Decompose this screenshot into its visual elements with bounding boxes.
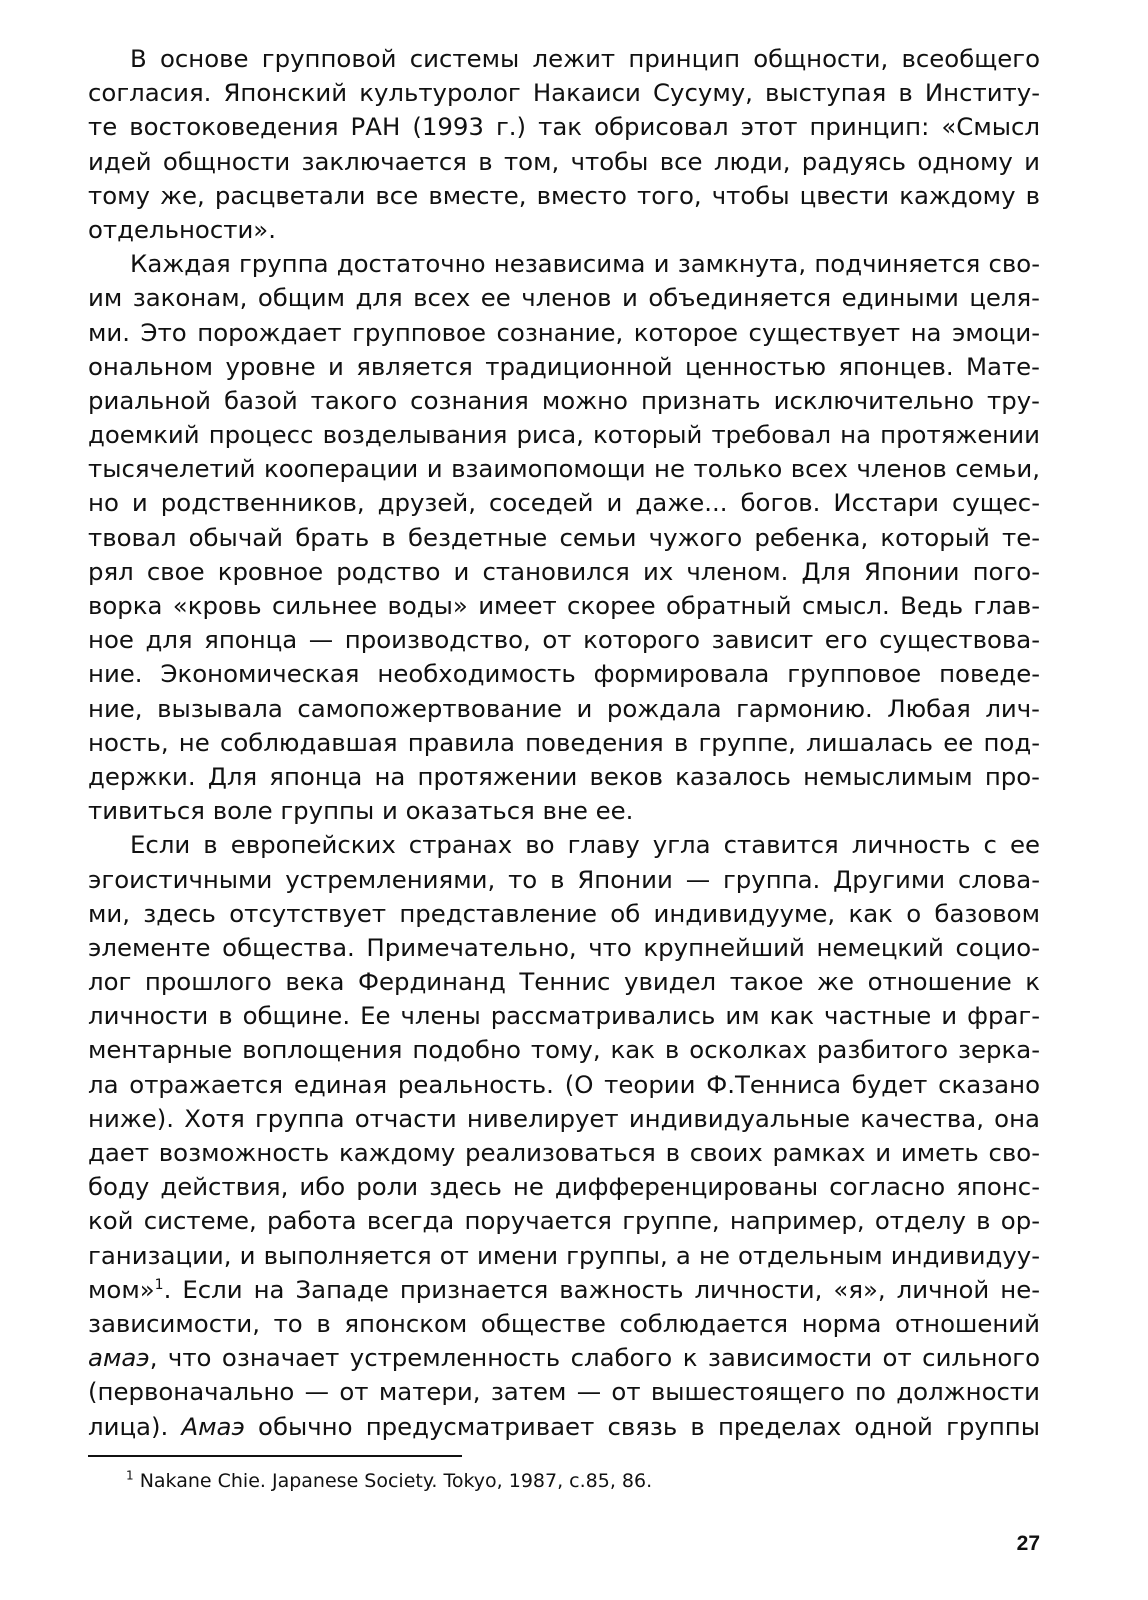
text-line: (первоначально — от матери, затем — от вышестоящего по должности	[88, 1377, 1040, 1407]
text-line: ворка «кровь сильнее воды» имеет скорее обратный смысл. Ведь глав-	[88, 591, 1040, 620]
text-line	[88, 1410, 1040, 1444]
text-line: ментарные воплощения подобно тому, как в осколках разбитого зерка-	[88, 1035, 1040, 1065]
text-line: ональном уровне и является традиционной ценностью японцев. Мате-	[88, 351, 1040, 381]
text-fragment: , что означает устремленность слабого к зависимости от сильного	[149, 1343, 1040, 1373]
footnote-text: Nakane Chie. Japanese Society. Tokyo, 1987, с.85, 86.	[139, 1470, 653, 1492]
text-line: идей общности заключается в том, чтобы все люди, радуясь одному и	[88, 146, 1040, 176]
text-line	[88, 1341, 1040, 1375]
text-line: ми, здесь отсутствует представление об индивидууме, как о базовом	[88, 898, 1040, 928]
footnote	[126, 1468, 652, 1494]
paragraph-1	[88, 42, 1040, 247]
text-line: ла отражается единая реальность. (О теории Ф.Тенниса будет сказано	[88, 1069, 1040, 1099]
text-line: зависимости, то в японском обществе соблюдается норма отношений	[88, 1308, 1040, 1338]
text-line: ние, вызывала самопожертвование и рождала гармонию. Любая лич-	[88, 693, 1040, 723]
text-line: рял свое кровное родство и становился их членом. Для Японии пого-	[88, 556, 1040, 586]
italic-term: Амаэ	[181, 1411, 245, 1441]
footnote-reference: 1	[154, 1276, 164, 1293]
text-fragment: мом»	[88, 1274, 155, 1304]
text-line: личности в общине. Ее члены рассматривались им как частные и фраг-	[88, 1001, 1040, 1031]
text-line: лог прошлого века Фердинанд Теннис увидел такое же отношение к	[88, 967, 1040, 997]
text-line: тому же, расцветали все вместе, вместо того, чтобы цвести каждому в	[88, 180, 1040, 210]
text-line: но и родственников, друзей, соседей и даже... богов. Исстари сущес-	[88, 488, 1040, 518]
page-number: 27	[1016, 1532, 1040, 1555]
page-body	[88, 42, 1040, 1444]
footnote-divider	[88, 1455, 462, 1457]
text-fragment: обычно предусматривает связь в пределах одной группы	[258, 1411, 1040, 1441]
text-line: В основе групповой системы лежит принцип общности, всеобщего	[130, 44, 1040, 73]
paragraph-3	[88, 828, 1040, 1443]
text-line: Если в европейских странах во главу угла ставится личность с ее	[130, 830, 1040, 860]
text-line: эгоистичными устремлениями, то в Японии — группа. Другими слова-	[88, 864, 1040, 894]
text-line: держки. Для японца на протяжении веков казалось немыслимым про-	[88, 761, 1040, 791]
text-line: им законам, общим для всех ее членов и объединяется едиными целя-	[88, 283, 1040, 313]
text-line: тивиться воле группы и оказаться вне ее.	[88, 796, 634, 826]
text-line: ность, не соблюдавшая правила поведения в группе, лишалась ее под-	[88, 727, 1040, 757]
text-line: ниже). Хотя группа отчасти нивелирует индивидуальные качества, она	[88, 1103, 1040, 1133]
text-fragment: . Если на Западе признается важность личности, «я», личной не-	[163, 1274, 1040, 1304]
text-line: отдельности».	[88, 214, 276, 244]
text-line: те востоковедения РАН (1993 г.) так обрисовал этот принцип: «Смысл	[88, 112, 1040, 142]
text-line: ганизации, и выполняется от имени группы, а не отдельным индивидуу-	[88, 1240, 1040, 1270]
footnote-marker: 1	[126, 1468, 134, 1483]
text-line: риальной базой такого сознания можно признать исключительно тру-	[88, 385, 1040, 415]
text-fragment: лица).	[88, 1411, 169, 1441]
text-line: ние. Экономическая необходимость формировала групповое поведе-	[88, 659, 1040, 689]
text-line: доемкий процесс возделывания риса, который требовал на протяжении	[88, 420, 1040, 450]
text-line: согласия. Японский культуролог Накаиси Сусуму, выступая в Институ-	[88, 78, 1040, 108]
italic-term: амаэ	[88, 1343, 150, 1373]
text-line: ми. Это порождает групповое сознание, которое существует на эмоци-	[88, 317, 1040, 347]
text-line: дает возможность каждому реализоваться в своих рамках и иметь сво-	[88, 1138, 1040, 1167]
text-line: тысячелетий кооперации и взаимопомощи не только всех членов семьи,	[88, 454, 1040, 484]
paragraph-2	[88, 247, 1040, 828]
text-line: ное для японца — производство, от которого зависит его существова-	[88, 625, 1040, 655]
text-line: элементе общества. Примечательно, что крупнейший немецкий социо-	[88, 932, 1040, 962]
text-line: твовал обычай брать в бездетные семьи чужого ребенка, который те-	[88, 522, 1040, 552]
text-line	[88, 1273, 1040, 1307]
text-line: Каждая группа достаточно независима и замкнута, подчиняется сво-	[130, 249, 1040, 279]
text-line: кой системе, работа всегда поручается группе, например, отделу в ор-	[88, 1206, 1040, 1236]
text-line: боду действия, ибо роли здесь не дифференцированы согласно японс-	[88, 1172, 1040, 1202]
